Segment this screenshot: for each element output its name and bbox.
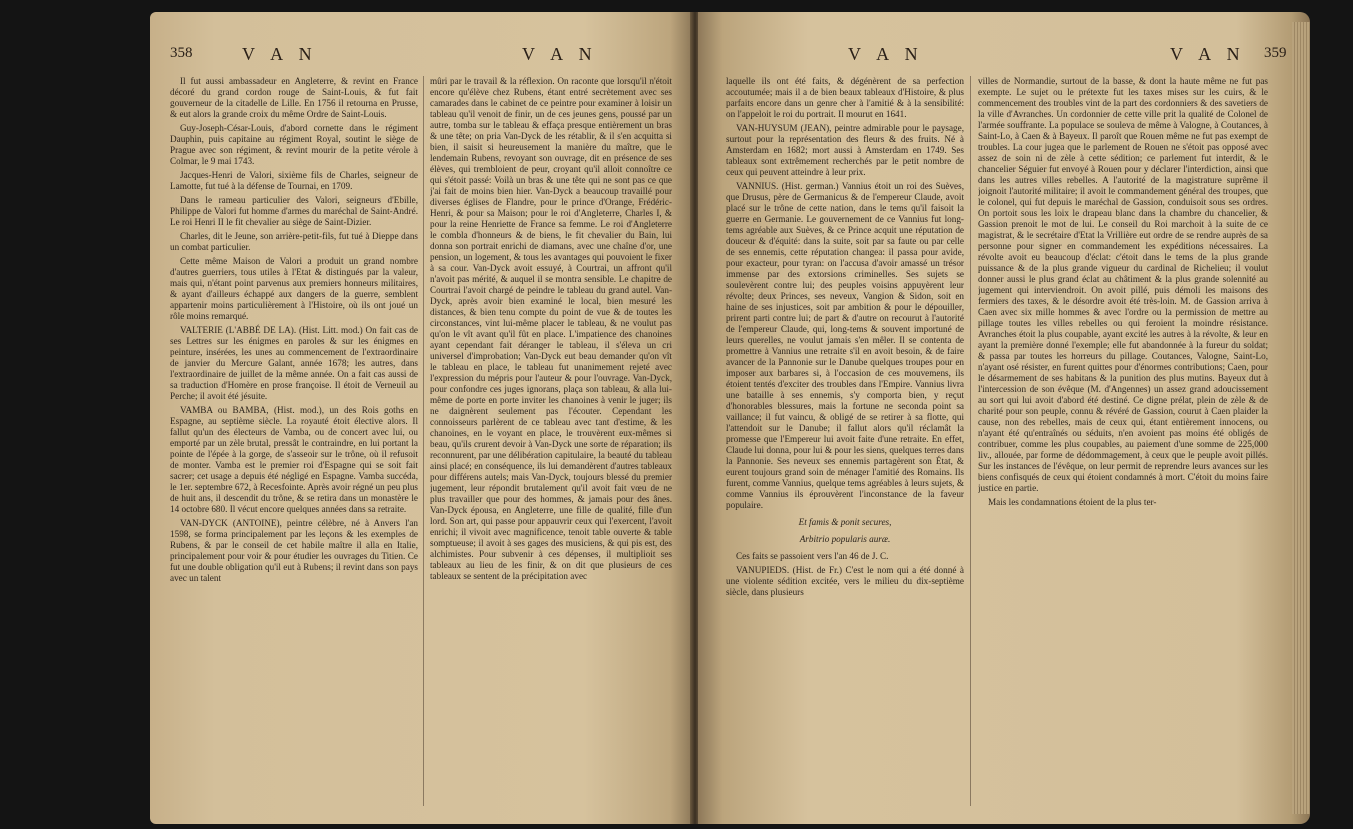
open-book [150, 12, 1310, 824]
column-divider [970, 76, 971, 806]
entry-vamba: VAMBA ou BAMBA, (Hist. mod.), un des Rois goths en Espagne, au septième siècle. La royauté étoit élective alors. Il fallut qu'un des électeurs de Vamba, ou de concert avec lui, ou emporté par un zèle brutal, pressât le contraindre, en lui portant la pointe de l'épée à la gorge, de s'asseoir sur le trône, où il refusoit de monter. Vamba est le premier roi d'Espagne qui se soit fait sacrer; cet usage a depuis été négligé en Espagne. Vamba succéda, le 1er. septembre 672, à Recesfointe. Après avoir régné un peu plus de huit ans, il descendit du trône, & se retira dans un monastère le 14 octobre 680. Il vécut encore quelques années dans sa retraite. [170, 405, 418, 514]
right-column-2 [978, 76, 1268, 811]
verse-line: Arbitrio popularis auræ. [799, 534, 891, 544]
paragraph: villes de Normandie, surtout de la basse, & dont la haute même ne fut pas exempte. Le sujet ou le prétexte fut les taxes mises sur les cuirs, & le commencement des troubles vint de la part des cordonniers & des savetiers de la ville d'Avranches. Un cordonnier de cette ville prit la qualité de Colonel de l'armée souffrante. La populace se souleva de même à Valogne, à Coutances, à Saint-Lo, à Caen & à Bayeux. Il paroît que Rouen même ne fut pas exempt de troubles. La cour jugea que le parlement de Rouen ne s'étoit pas opposé avec assez de soin ni de zèle à cette sédition; ce parlement fut interdit, & le chancelier Séguier fut envoyé à Rouen pour y déclarer l'interdiction, ainsi que dans les autres villes rebelles. A l'autorité de la magistrature suprême il joignoit l'autorité militaire; il avoit le commandement général des troupes, que le colonel, qui fut depuis le maréchal de Gassion, conduisoit sous ses ordres. On portoit sous les loix le drapeau blanc dans la chambre du chancelier, & Gassion prenoit le mot de lui. Le conseil du Roi marchoit à la suite de ce magistrat, & le secrétaire d'Etat la Vrillière eut ordre de se rendre auprès de sa personne pour signer en commandement les expéditions nécessaires. La révolte avoit eu beaucoup d'éclat: c'étoit dans le tems de la plus grande puissance & de la plus grande vigueur du cardinal de Richelieu; il voulut donner aussi le plus grand éclat au châtiment & la plus grande solennité au jugement qui interviendroit. On avoit pillé, puis démoli les maisons des fermiers des taxes, & le désordre avoit été très-loin. M. de Gassion arriva à Caen avec six mille hommes & avec l'ordre ou la permission de mettre au pillage toutes les villes rebelles ou qui feroient la moindre résistance. Avranches étoit la plus coupable, ayant excité les autres à la révolte, & leur en ayant la première donné l'exemple; elle fut abandonnée à la fureur du soldat; & passa par toutes les horreurs du pillage. Coutances, Valogne, Saint-Lo, n'ayant osé résister, en furent quittes pour d'énormes contributions; Caen, pour le désarmement de ses habitans & la punition des plus mutins. Bayeux dut à l'intercession de son évêque (M. d'Angennes) un assez grand adoucissement au sort qui lui avoit d'abord été destiné. Ce digne prélat, plein de zèle & de charité pour son peuple, connu & révéré de Gassion, courut à Caen plaider la cause, non des rebelles, mais de ceux qui, étant entièrement innocens, ou n'ayant été qu'entraînés ou séduits, n'en avoient pas moins été obligés de contribuer, comme les plus coupables, au paiement d'une somme de 225,000 liv., allouée, par forme de dédommagement, à ceux que le peuple avoit pillés. Sur les instances de l'évêque, on leur permit de reprendre leurs avances sur les biens confisqués de ceux qui étoient condamnés à mort. C'étoit du moins faire justice en partie. [978, 76, 1268, 493]
right-running-head-2: V A N [1170, 44, 1246, 64]
paragraph: Ces faits se passoient vers l'an 46 de J. C. [736, 551, 889, 561]
page-edges [1292, 22, 1310, 814]
paragraph: Cette même Maison de Valori a produit un grand nombre d'autres guerriers, tous utiles à l'Etat & distingués par la valeur, mais qui, n'étant point parvenus aux premiers honneurs militaires, & ayant d'ailleurs échappé aux dangers de la guerre, semblent appartenir moins particulièrement à l'Histoire, où ils ont joué un rôle moins remarqué. [170, 256, 418, 321]
paragraph: Jacques-Henri de Valori, sixième fils de Charles, seigneur de Lamotte, fut tué à la défense de Tournai, en 1709. [170, 170, 418, 191]
paragraph: Il fut aussi ambassadeur en Angleterre, & revint en France décoré du grand cordon rouge de Saint-Louis, & fut fait gouverneur de la citadelle de Lille. En 1756 il retourna en Prusse, & eut alors la grande croix du même Ordre de Saint-Louis. [170, 76, 418, 119]
entry-van-dyck: VAN-DYCK (ANTOINE), peintre célèbre, né à Anvers l'an 1598, se forma principalement par les leçons & les exemples de Rubens, & par le conseil de cet habile maître il alla en Italie, principalement pour voir & pour étudier les ouvrages du Titien. Ce fut une double obligation qu'il eut à Rubens; il revint dans son pays avec un talent [170, 518, 418, 583]
entry-van-huysum: VAN-HUYSUM (JEAN), peintre admirable pour le paysage, surtout pour la représentation des fleurs & des fruits. Né à Amsterdam en 1682; mort aussi à Amsterdam en 1749. Ses tableaux sont extrêmement recherchés par le petit nombre de ceux qui peuvent atteindre à leur prix. [726, 123, 964, 177]
paragraph: Guy-Joseph-César-Louis, d'abord cornette dans le régiment Dauphin, puis capitaine au régiment Royal, soutint le siège de Prague avec son régiment, & revint mourir de la petite vérole à Colmar, le 9 mai 1743. [170, 123, 418, 166]
right-column-1 [726, 76, 964, 811]
paragraph: mûri par le travail & la réflexion. On raconte que lorsqu'il n'étoit encore qu'élève chez Rubens, étant entré secrètement avec ses camarades dans le cabinet de ce peintre pour examiner à loisir un tableau qu'il venoit de finir, un de ces jeunes gens, poussé par un autre, tomba sur le tableau & effaça presque entièrement un bras & une tête; on pria Van-Dyck de les rétablir, & il s'en acquitta si bien, il saisit si heureusement la manière du maître, que le lendemain Rubens, revoyant son ouvrage, dit en présence de ses élèves, qui trembloient de peur, croyant qu'il alloit connoître ce qui s'étoit passé: Voilà un bras & une tête qui ne sont pas ce que j'ai fait de moins bien hier. Van-Dyck a beaucoup travaillé pour diverses églises de Flandre, pour le prince d'Orange, Frédéric-Henri, & pour sa Maison; pour le roi d'Angleterre, Charles I, & pour la reine Henriette de France sa femme. Le roi d'Angleterre le combla d'honneurs & de biens, le fit chevalier du Bain, lui donna son portrait enrichi de diamans, avec une chaîne d'or, une pension, un logement, & tous les avantages qui pouvoient le fixer à sa cour. Van-Dyck avoit essuyé, à Courtrai, un affront qu'il n'avoit pas mérité, & auquel il se montra sensible. Le chapitre de Courtrai l'avoit chargé de peindre le tableau du grand autel. Van-Dyck, après avoir bien examiné le local, bien mesuré les distances, & bien tenu compte du point de vue & de toutes les circonstances, vint lui-même placer le tableau, & ne voulut pas qu'on le vît avant qu'il fût en place. L'impatience des chanoines ayant cependant fait déranger le tableau, il s'éleva un cri universel d'improbation; Van-Dyck eut beau demander qu'on vît le tableau en place, le tableau fut unanimement rejeté avec l'expression du mépris pour l'auteur & pour l'ouvrage. Van-Dyck, pour confondre ces juges ignorans, plaça son tableau, & alla lui-même de porte en porte inviter les chanoines à venir le juger; ils ne daignèrent seulement pas l'écouter. Cependant les connoisseurs parlèrent de ce tableau avec tant d'estime, & les chanoines, en le voyant en place, le trouvèrent eux-mêmes si beau, qu'ils crurent devoir à Van-Dyck une sorte de réparation; ils reconnurent, par une délibération capitulaire, la beauté du tableau ainsi placé; en conséquence, ils lui demandèrent d'autres tableaux pour différens autels; mais Van-Dyck, toujours blessé du premier jugement, leur répondit brutalement qu'il avoit fait vœu de ne plus travailler que pour des hommes, & jamais pour des ânes. Van-Dyck épousa, en Angleterre, une fille de qualité, fille d'un lord. Son art, qui passe pour appauvrir ceux qui l'exercent, l'avoit enrichi; il vivoit avec magnificence, tenoit table ouverte & table somptueuse; il avoit à ses gages des musiciens, & qui pis est, des alchimistes. Pour subvenir à ces dépenses, il multiplioit ses tableaux au lieu de les finir, & on dit que plusieurs de ces tableaux se sentent de la précipitation avec [430, 76, 672, 581]
paragraph: Charles, dit le Jeune, son arrière-petit-fils, fut tué à Dieppe dans un combat particulier. [170, 231, 418, 252]
paragraph: laquelle ils ont été faits, & dégénèrent de sa perfection accoutumée; mais il a de bien beaux tableaux d'Histoire, & plus parfaits encore dans un genre cher à l'amitié & à la sensibilité: on l'appeloit le roi du portrait. Il mourut en 1641. [726, 76, 964, 119]
entry-valterie: VALTERIE (L'ABBÉ DE LA). (Hist. Litt. mod.) On fait cas de ses Lettres sur les énigmes en paroles & sur les énigmes en peinture, insérées, les unes au commencement de l'extraordinaire de janvier du Mercure Galant, année 1678; les autres, dans l'extraordinaire de juillet de la même année. On a fait cas aussi de sa traduction d'Homère en prose françoise. Il étoit de Verneuil au Perche; il avoit été jésuite. [170, 325, 418, 401]
paragraph: Mais les condamnations étoient de la plus ter- [988, 497, 1157, 507]
left-running-head-1: V A N [242, 44, 318, 64]
left-column-2 [430, 76, 672, 811]
column-divider [423, 76, 424, 806]
left-page [150, 12, 692, 824]
right-page-number: 359 [1264, 45, 1287, 61]
left-column-1 [170, 76, 418, 811]
entry-vanupieds: VANUPIEDS. (Hist. de Fr.) C'est le nom qui a été donné à une violente sédition excitée, vers le milieu du dix-septième siècle, dans plusieurs [726, 565, 964, 597]
right-running-head-1: V A N [848, 44, 924, 64]
verse-line: Et famis & ponit secures, [798, 517, 892, 527]
right-page [698, 12, 1310, 824]
left-page-number: 358 [170, 45, 193, 61]
entry-vannius: VANNIUS. (Hist. german.) Vannius étoit un roi des Suèves, que Drusus, père de Germanicus & de l'empereur Claude, avoit placé sur le trône de cette nation, dans le tems qu'il faisoit la guerre en Germanie. Le gouvernement de ce Vannius fut long-tems agréable aux Suèves, & ce Prince acquit une réputation de douceur & d'équité: dans la suite, soit par sa faute ou par celle de ses ennemis, cette réputation changea: il passa pour avide, pour exacteur, pour tyran: on l'accusa d'avoir amassé un trésor immense par des extorsions criminelles. Ses sujets se soulevèrent contre lui; des peuples voisins appuyèrent leur révolte; deux Princes, ses neveux, Vangion & Sidon, soit en haine de ses injustices, soit par ambition & pour le dépouiller, prirent parti contre lui; de part & d'autre on recourut à l'autorité de l'empereur Claude, qui, long-tems & souvent importuné de leurs querelles, ne voulut jamais s'en mêler. Il se contenta de promettre à Vannius une retraite s'il en avoit besoin, & de faire avancer de la Pannonie sur le Danube quelques troupes pour en imposer aux barbares si, à l'occasion de ces mouvemens, ils étoient tentés d'exciter des troubles dans l'Empire. Vannius livra une bataille à ses ennemis, s'y comporta bien, y reçut d'honorables blessures, mais la fortune ne seconda point sa vaillance; il fut vaincu, & obligé de se retirer à sa flotte, qui l'attendoit sur le Danube; il fallut alors qu'il réclamât la promesse que l'Empereur lui avoit faite d'une retraite. En effet, Claude lui donna, pour lui & pour les siens, quelques terres dans la Pannonie. Ses neveux ses ennemis partagèrent son État, & eurent toujours grand soin de ménager l'amitié des Romains. Ils furent, comme Vannius, quelque tems agréables à leurs sujets, & comme Vannius ils éprouvèrent l'inconstance de la faveur populaire. [726, 181, 964, 510]
left-running-head-2: V A N [522, 44, 598, 64]
paragraph: Dans le rameau particulier des Valori, seigneurs d'Ebille, Philippe de Valori fut homme d'armes du maréchal de Saint-André. Le roi Henri II le fit chevalier au siège de Saint-Dizier. [170, 195, 418, 227]
